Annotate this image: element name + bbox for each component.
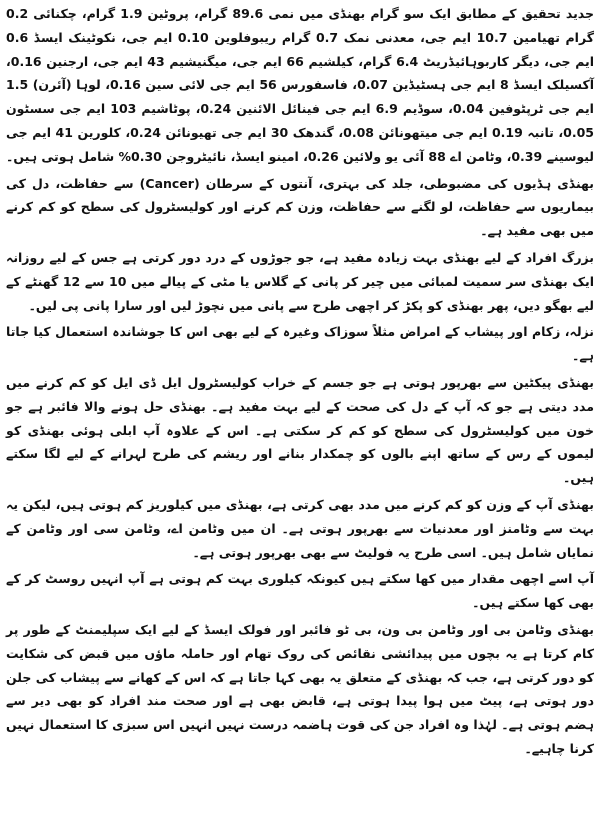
paragraph-low-calorie: آپ اسے اچھی مقدار میں کھا سکتے ہیں کیونکہ کیلوری بہت کم ہوتی ہے آپ انہیں روسٹ کر کے بھی کھا سکتے ہیں۔: [6, 571, 594, 611]
paragraph-pectin-cholesterol: بھنڈی پیکٹین سے بھرپور ہوتی ہے جو جسم کے خراب کولیسٹرول ایل ڈی ایل کو کم کرنے میں مدد دیتی ہے جو کہ آپ کے دل کی صحت کے لیے بہت مفید ہے۔ بھنڈی حل ہونے والا فائبر ہے جو خون میں کولیسٹرول کی سطح کو کم کر سکتی ہے۔ اس کے علاوہ آپ ابلی ہوئی بھنڈی کو لیموں کے رس کے ساتھ اپنے بالوں کو چمکدار بنانے اور ریشم کی طرح لہرانے کے لیے لگا سکتے ہیں۔: [6, 374, 594, 486]
paragraph-elderly-joint-pain: بزرگ افراد کے لیے بھنڈی بہت زیادہ مفید ہے، جو جوڑوں کے درد دور کرتی ہے جس کے لیے روزانہ ایک بھنڈی سر سمیت لمبائی میں چیر کر پانی کے گلاس یا مٹی کے پیالے میں 10 سے 12 گھنٹے کے لیے بھگو دیں، پھر بھنڈی کو پکڑ کر اچھی طرح سے پانی میں نچوڑ لیں اور سارا پانی پی لیں۔: [6, 249, 594, 313]
paragraph-nutrition-facts: جدید تحقیق کے مطابق ایک سو گرام بھنڈی میں نمی 89.6 گرام، پروٹین 1.9 گرام، چکنائی 0.2 گرام تھیامین 10.7 ایم جی، معدنی نمک 0.7 گرام ریبوفلوین 0.10 ایم جی، نکوٹینک ایسڈ 0.6 ایم جی، دیگر کاربوہائیڈریٹ 6.4 گرام، کیلشیم 66 ایم جی، میگنیشیم 43 ایم جی، ارجنین 0.16، آکسیلک ایسڈ 8 ایم جی ہسٹیڈین 0.07، فاسفورس 56 ایم جی لائی سین 0.16، لوہا (آئرن) 1.5 ایم جی ٹرپٹوفین 0.04، سوڈیم 6.9 ایم جی فینائل الائنین 0.24، پوٹاشیم 103 ایم جی سسٹون 0.05، تانبہ 0.19 ایم جی میتھونائن 0.08، گندھک 30 ایم جی تھیونائن 0.24، کلورین 41 ایم جی لیوسینے 0.39، وٹامن اے 88 آئی یو ولائین 0.26، امینو ایسڈ، نائیٹروجن 0.30% شامل ہوتی ہیں۔: [6, 6, 594, 164]
paragraph-health-benefits: بھنڈی ہڈیوں کی مضبوطی، جلد کی بہتری، آنتوں کے سرطان (Cancer) سے حفاظت، دل کی بیماریوں سے حفاظت، لو لگنے سے حفاظت، وزن کم کرنے اور کولیسٹرول کی سطح کو کم کرنے میں بھی مفید ہے۔: [6, 175, 594, 239]
paragraph-vitamins-digestion: بھنڈی وٹامن بی اور وٹامن بی ون، بی ٹو فائبر اور فولک ایسڈ کے لیے ایک سپلیمنٹ کے طور پر کام کرتا ہے یہ بچوں میں پیدائشی نقائص کی روک تھام اور حاملہ ماؤں میں قبض کی شکایت کو دور کرتی ہے، جب کہ بھنڈی کے متعلق یہ بھی کہا جاتا ہے کہ اس کے کھانے سے پیشاب کی جلن دور ہوتی ہے، پیٹ میں ہوا پیدا ہوتی ہے، قابض بھی ہے اور صحت مند افراد کو بھی دیر سے ہضم ہوتی ہے۔ لہٰذا وہ افراد جن کی قوت ہاضمہ درست نہیں انہیں اس سبزی کا استعمال نہیں کرنا چاہیے۔: [6, 621, 594, 756]
paragraph-weight-loss: بھنڈی آپ کے وزن کو کم کرنے میں مدد بھی کرتی ہے، بھنڈی میں کیلوریز کم ہوتی ہیں، لیکن یہ بہت سے وٹامنز اور معدنیات سے بھرپور ہوتی ہے۔ ان میں وٹامن اے، وٹامن سی اور وٹامن کے نمایاں شامل ہیں۔ اسی طرح یہ فولیٹ سے بھی بھرپور ہوتی ہے۔: [6, 496, 594, 560]
paragraph-cold-and-urinary: نزلہ، زکام اور پیشاب کے امراض مثلاً سوزاک وغیرہ کے لیے بھی اس کا جوشاندہ استعمال کیا جاتا ہے۔: [6, 324, 594, 364]
